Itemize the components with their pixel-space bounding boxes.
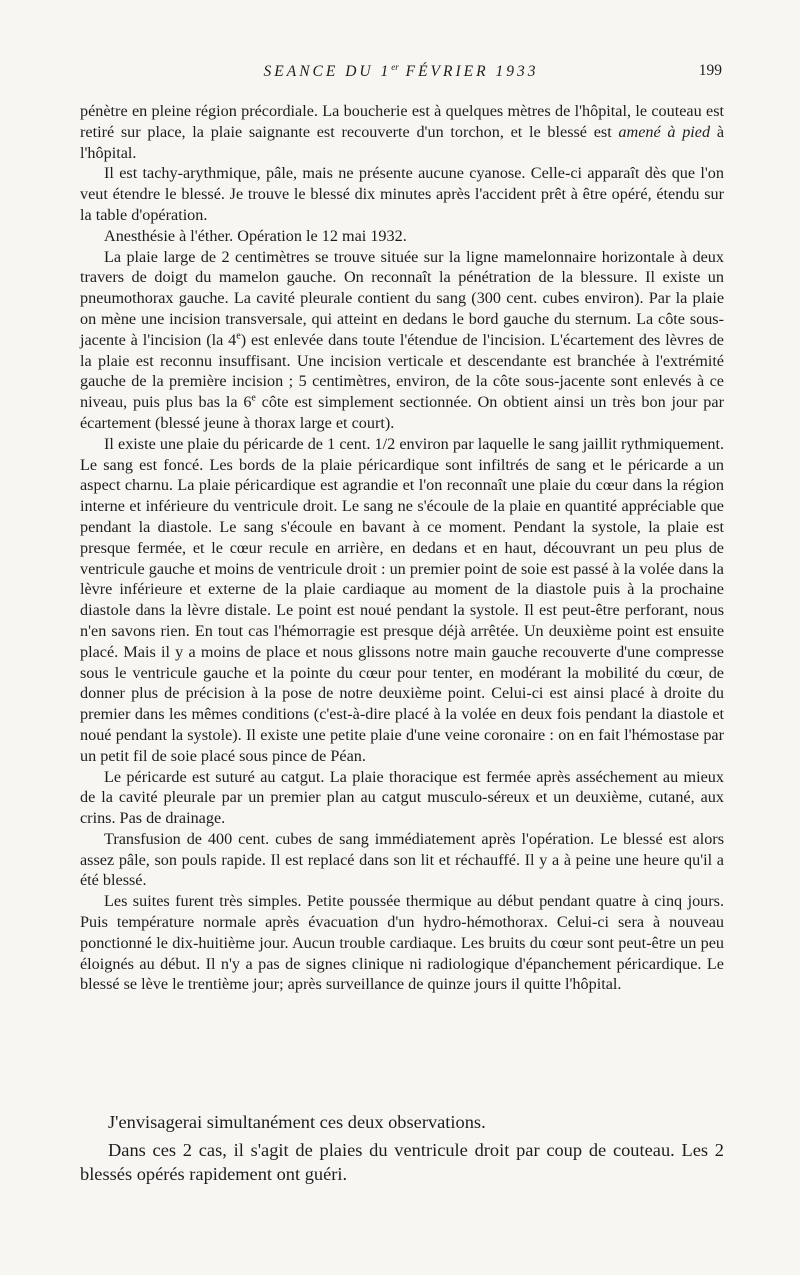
paragraph-7: Transfusion de 400 cent. cubes de sang immédiatement après l'opération. Le blessé est alors assez pâle, son pouls rapide. Il est replacé dans son lit et réchauffé. Il y a à peine une heure qu'il a été blessé.: [80, 829, 724, 890]
page-number: 199: [698, 62, 722, 79]
running-title-date: FÉVRIER 1933: [398, 63, 539, 81]
conclusion: [80, 1110, 724, 1186]
ordinal-superscript: e: [236, 330, 241, 342]
paragraph-4-text: La plaie large de 2 centimètres se trouve située sur la ligne mamelonnaire horizontale à deux travers de doigt du mamelon gauche. On reconnaît la pénétration de la blessure. Il existe un pneumothorax gauche. La cavité pleurale contient du sang (300 cent. cubes environ). Par la plaie on mène une incision transversale, qui atteint en dedans le bord gauche du sternum. La côte sous-jacente à l'incision (la 4: [80, 247, 724, 349]
conclusion-paragraph-1: J'envisagerai simultanément ces deux observations.: [108, 1112, 486, 1132]
running-title: [80, 62, 722, 81]
page-header: [80, 62, 722, 84]
running-title-main: SEANCE DU 1: [263, 63, 392, 81]
paragraph-4: [80, 247, 724, 434]
paragraph-3: Anesthésie à l'éther. Opération le 12 mai 1932.: [104, 226, 407, 245]
conclusion-paragraph-2: Dans ces 2 cas, il s'agit de plaies du ventricule droit par coup de couteau. Les 2 blessés opérés rapidement ont guéri.: [80, 1140, 724, 1184]
paragraph-6: Le péricarde est suturé au catgut. La plaie thoracique est fermée après asséchement au mieux de la cavité pleurale par un premier plan au catgut musculo-séreux et un deuxième, cutané, aux crins. Pas de drainage.: [80, 767, 724, 828]
ordinal-superscript: e: [251, 392, 256, 404]
body-text: [80, 101, 724, 995]
paragraph-4-middle: ) est enlevée dans toute l'étendue de l'incision. L'écartement des lèvres de la plaie est reconnu insuffisant. Une incision verticale et descendante est branchée à l'extrémité gauche de la première incision ; 5 centimètres, environ, de la côte sous-jacente sont enlevés à ce niveau, puis plus bas la 6: [80, 330, 724, 412]
paragraph-4-tail: côte est simplement sectionnée. On obtient ainsi un très bon jour par écartement (blessé jeune à thorax large et court).: [80, 393, 724, 432]
italic-phrase: amené à pied: [618, 122, 711, 141]
paragraph-1-tail: à l'hôpital.: [80, 122, 725, 162]
paragraph-1-text: pénètre en pleine région précordiale. La boucherie est à quelques mètres de l'hôpital, le couteau est retiré sur place, la plaie saignante est recouverte d'un torchon, et le blessé est: [80, 102, 724, 141]
running-title-superscript: er: [391, 62, 399, 72]
paragraph-1: [80, 101, 724, 163]
paragraph-2: Il est tachy-arythmique, pâle, mais ne présente aucune cyanose. Celle-ci apparaît dès que l'on veut étendre le blessé. Je trouve le blessé dix minutes après l'accident prêt à être opéré, étendu sur la table d'opération.: [80, 164, 724, 224]
paragraph-5: Il existe une plaie du péricarde de 1 cent. 1/2 environ par laquelle le sang jaillit rythmiquement. Le sang est foncé. Les bords de la plaie péricardique sont infiltrés de sang et le péricarde a un aspect charnu. La plaie péricardique est agrandie et l'on reconnaît une plaie du cœur dans la région interne et inférieure du ventricule droit. Le sang ne s'écoule de la plaie en quantité appréciable que pendant la diastole. Le sang s'écoule en bavant à ce moment. Pendant la systole, la plaie est presque fermée, et le cœur recule en arrière, en dedans et en haut, découvrant un peu plus de ventricule gauche et moins de ventricule droit : un premier point de soie est passé à la volée dans la lèvre inférieure et externe de la plaie cardiaque au moment de la diastole puis à la prochaine diastole dans la lèvre distale. Le point est noué pendant la systole. Il est peut-être perforant, nous n'en savons rien. En tout cas l'hémorragie est presque déjà arrêtée. Un deuxième point est ensuite placé. Mais il y a moins de place et nous glissons notre main gauche recouverte d'une compresse sous le ventricule gauche et la pointe du cœur pour tenter, en modérant la mobilité du cœur, de donner plus de précision à la pose de notre deuxième point. Celui-ci est ainsi placé à droite du premier dans les mêmes conditions (c'est-à-dire placé à la volée en deux fois pendant la diastole et noué pendant la systole). Il existe une petite plaie d'une veine coronaire : on en fait l'hémostase par un petit fil de soie placé sous pince de Péan.: [80, 434, 724, 765]
paragraph-8: Les suites furent très simples. Petite poussée thermique au début pendant quatre à cinq jours. Puis température normale après évacuation d'un hydro-hémothorax. Celui-ci sera à nouveau ponctionné le dix-huitième jour. Aucun trouble cardiaque. Les bruits du cœur sont peut-être un peu éloignés au début. Il n'y a pas de signes clinique ni radiologique d'épanchement péricardique. Le blessé se lève le trentième jour; après surveillance de quinze jours il quitte l'hôpital.: [80, 892, 724, 994]
